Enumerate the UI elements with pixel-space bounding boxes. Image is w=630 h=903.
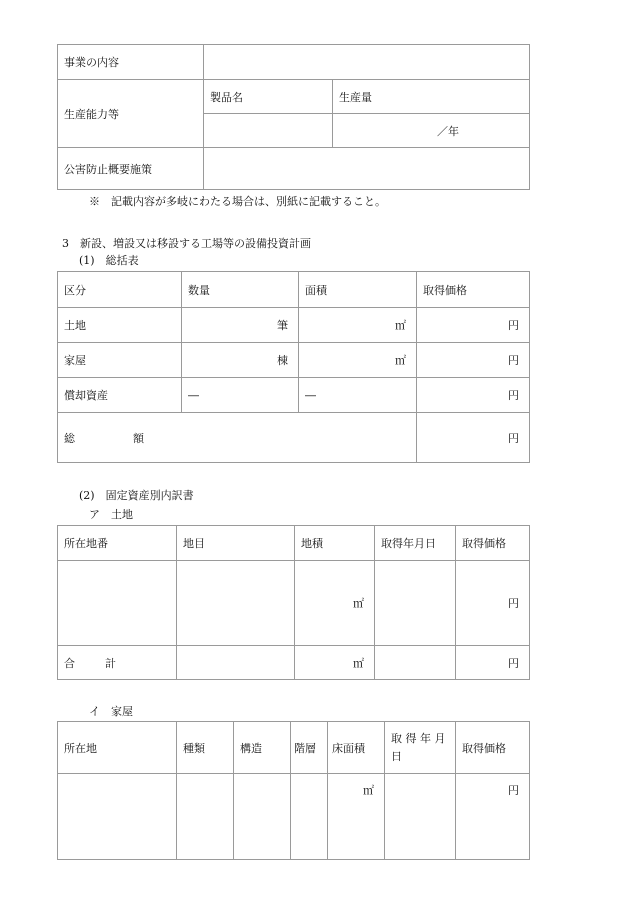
land-header-category: 地目 [177, 526, 295, 561]
summary-row-price: 円 [417, 378, 530, 413]
land-total-label-1: 合 [64, 656, 75, 670]
building-header-floor-area: 床面積 [328, 722, 385, 774]
building-floors-cell[interactable] [291, 774, 328, 860]
summary-row-label: 償却資産 [58, 378, 182, 413]
summary-total-label-2: 額 [133, 431, 144, 445]
building-header-address: 所在地 [58, 722, 177, 774]
building-header-date: 取 得 年 月 日 [385, 722, 456, 774]
land-header-date: 取得年月日 [375, 526, 456, 561]
land-total-area: ㎡ [295, 646, 375, 680]
summary-row-qty: ― [182, 378, 299, 413]
building-title: イ 家屋 [89, 705, 133, 718]
building-table [57, 721, 530, 860]
summary-row-area: ㎡ [299, 343, 417, 378]
building-area-cell: ㎡ [328, 774, 385, 860]
land-date-cell[interactable] [375, 561, 456, 646]
summary-title: (1) 総括表 [79, 254, 139, 267]
land-header-address: 所在地番 [58, 526, 177, 561]
summary-row-price: 円 [417, 308, 530, 343]
volume-unit: ／年 [333, 114, 530, 148]
summary-row-area: ― [299, 378, 417, 413]
building-type-cell[interactable] [177, 774, 234, 860]
land-category-cell[interactable] [177, 561, 295, 646]
product-header: 製品名 [204, 80, 333, 114]
business-info-table [57, 44, 530, 190]
building-header-price: 取得価格 [456, 722, 530, 774]
capacity-label: 生産能力等 [58, 80, 204, 148]
land-total-category [177, 646, 295, 680]
summary-row-qty: 筆 [182, 308, 299, 343]
land-total-date [375, 646, 456, 680]
pollution-value[interactable] [204, 148, 530, 190]
summary-row-qty: 棟 [182, 343, 299, 378]
summary-row-area: ㎡ [299, 308, 417, 343]
building-structure-cell[interactable] [234, 774, 291, 860]
product-value[interactable] [204, 114, 333, 148]
land-area-cell: ㎡ [295, 561, 375, 646]
note-text: ※ 記載内容が多岐にわたる場合は、別紙に記載すること。 [89, 195, 386, 208]
building-header-type: 種類 [177, 722, 234, 774]
land-address-cell[interactable] [58, 561, 177, 646]
summary-header-quantity: 数量 [182, 272, 299, 308]
section3-title: 3 新設、増設又は移設する工場等の設備投資計画 [62, 237, 311, 250]
land-price-cell: 円 [456, 561, 530, 646]
land-total-label [58, 646, 177, 680]
summary-total-label-1: 総 [64, 431, 75, 445]
summary-table [57, 271, 530, 463]
building-date-cell[interactable] [385, 774, 456, 860]
summary-total-price: 円 [417, 413, 530, 463]
land-total-label-2: 計 [105, 656, 116, 670]
volume-header: 生産量 [333, 80, 530, 114]
summary-total-label [58, 413, 417, 463]
building-header-floors: 階層 [291, 722, 328, 774]
summary-row-label: 土地 [58, 308, 182, 343]
pollution-label: 公害防止概要施策 [58, 148, 204, 190]
building-price-cell: 円 [456, 774, 530, 860]
summary-header-price: 取得価格 [417, 272, 530, 308]
summary-header-category: 区分 [58, 272, 182, 308]
land-total-price: 円 [456, 646, 530, 680]
business-content-label: 事業の内容 [58, 45, 204, 80]
detail-title: (2) 固定資産別内訳書 [79, 489, 194, 502]
building-header-structure: 構造 [234, 722, 291, 774]
business-content-value[interactable] [204, 45, 530, 80]
land-header-price: 取得価格 [456, 526, 530, 561]
summary-header-area: 面積 [299, 272, 417, 308]
land-table [57, 525, 530, 680]
building-address-cell[interactable] [58, 774, 177, 860]
summary-row-price: 円 [417, 343, 530, 378]
summary-row-label: 家屋 [58, 343, 182, 378]
land-title: ア 土地 [89, 508, 133, 521]
land-header-area: 地積 [295, 526, 375, 561]
